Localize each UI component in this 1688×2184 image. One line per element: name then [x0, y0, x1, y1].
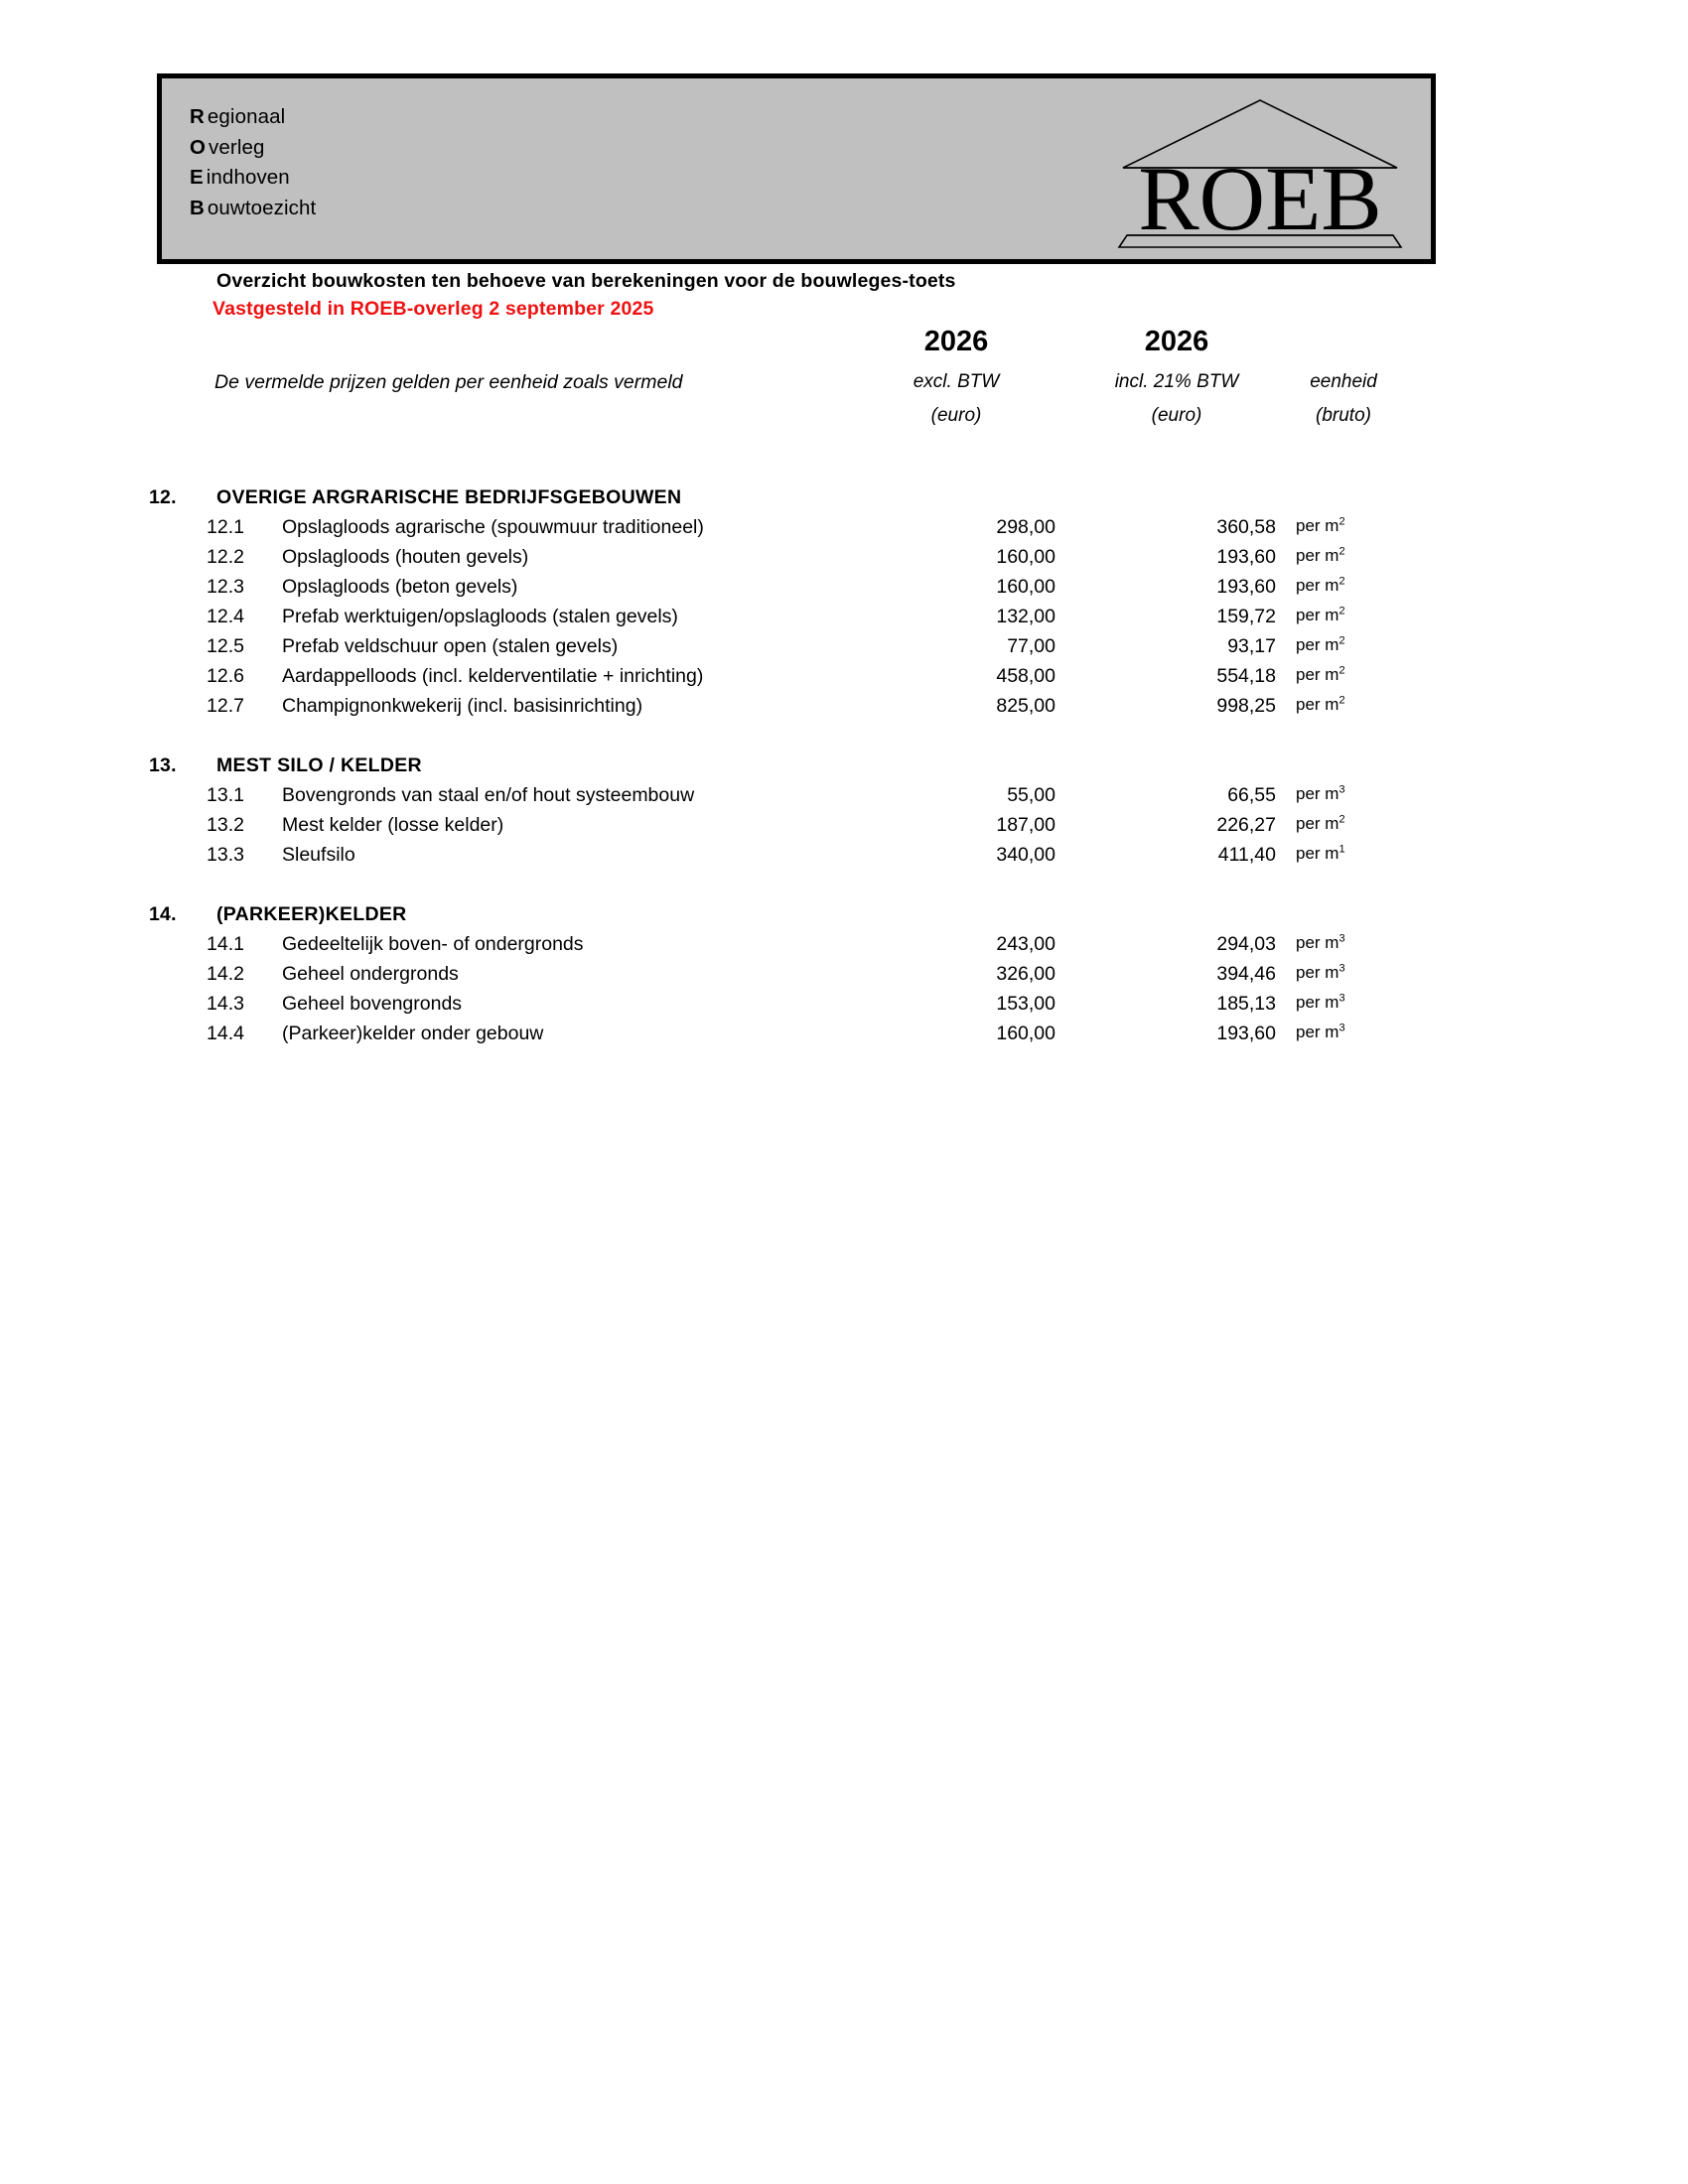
logo-wordmark: ROEB [1138, 148, 1382, 249]
row-number: 13.2 [207, 814, 244, 836]
row-number: 12.5 [207, 635, 244, 657]
row-unit-exponent: 2 [1338, 545, 1345, 558]
row-description: Bovengronds van staal en/of hout systeembouw [282, 784, 695, 806]
section-number: 13. [149, 754, 177, 776]
row-unit-exponent: 2 [1338, 515, 1345, 528]
row-price-incl-btw: 185,13 [1216, 993, 1276, 1015]
row-number: 12.1 [207, 516, 244, 538]
row-number: 14.4 [207, 1023, 244, 1044]
row-price-incl-btw: 193,60 [1216, 1023, 1276, 1044]
row-unit [1296, 814, 1415, 834]
row-unit-exponent: 1 [1338, 843, 1345, 856]
row-unit [1296, 933, 1415, 953]
row-description: Mest kelder (losse kelder) [282, 814, 504, 836]
row-number: 12.2 [207, 546, 244, 568]
column-header-year-incl: 2026 [1144, 326, 1209, 357]
column-header-year-excl: 2026 [923, 326, 989, 357]
row-unit-label: per m [1296, 993, 1339, 1012]
roeb-acronym-block [190, 102, 316, 223]
row-unit-label: per m [1296, 814, 1339, 833]
table-row [0, 665, 1688, 695]
table-row [0, 1023, 1688, 1052]
row-unit-label: per m [1296, 546, 1339, 565]
row-unit-exponent: 3 [1338, 962, 1345, 975]
section-header [0, 754, 1688, 784]
row-unit-exponent: 3 [1338, 992, 1345, 1005]
row-price-excl-btw: 243,00 [996, 933, 1055, 955]
row-description: Opslagloods (beton gevels) [282, 576, 518, 598]
row-unit-label: per m [1296, 963, 1339, 982]
section-title: (PARKEER)KELDER [216, 903, 407, 925]
row-price-excl-btw: 160,00 [996, 1023, 1055, 1044]
table-row [0, 933, 1688, 963]
section-number: 12. [149, 486, 177, 508]
section-header [0, 486, 1688, 516]
row-number: 14.3 [207, 993, 244, 1015]
letterhead-box [157, 73, 1436, 264]
row-unit-exponent: 2 [1338, 813, 1345, 826]
row-unit [1296, 546, 1415, 566]
row-price-incl-btw: 360,58 [1216, 516, 1276, 538]
table-row [0, 784, 1688, 814]
row-unit-label: per m [1296, 635, 1339, 654]
row-unit-label: per m [1296, 665, 1339, 684]
row-description: Geheel ondergronds [282, 963, 459, 985]
row-number: 14.1 [207, 933, 244, 955]
row-price-excl-btw: 153,00 [996, 993, 1055, 1015]
row-price-incl-btw: 193,60 [1216, 546, 1276, 568]
acronym-rest-overleg: verleg [209, 135, 265, 159]
row-unit [1296, 844, 1415, 864]
table-row [0, 844, 1688, 874]
column-header-excl-btw: excl. BTW [913, 371, 1000, 392]
row-description: (Parkeer)kelder onder gebouw [282, 1023, 544, 1044]
table-row [0, 695, 1688, 725]
row-unit [1296, 516, 1415, 536]
row-unit-exponent: 2 [1338, 605, 1345, 617]
row-number: 12.7 [207, 695, 244, 717]
acronym-initial-b: B [190, 196, 205, 219]
acronym-rest-regionaal: egionaal [207, 105, 286, 128]
table-section [0, 486, 1688, 725]
acronym-rest-bouwtoezicht: ouwtoezicht [207, 196, 317, 219]
row-description: Aardappelloods (incl. kelderventilatie + inrichting) [282, 665, 704, 687]
row-number: 12.3 [207, 576, 244, 598]
row-price-excl-btw: 187,00 [996, 814, 1055, 836]
row-description: Prefab veldschuur open (stalen gevels) [282, 635, 619, 657]
row-description: Opslagloods agrarische (spouwmuur traditioneel) [282, 516, 704, 538]
row-unit-exponent: 3 [1338, 932, 1345, 945]
acronym-initial-o: O [190, 135, 207, 159]
row-description: Prefab werktuigen/opslagloods (stalen gevels) [282, 606, 678, 627]
row-price-incl-btw: 411,40 [1217, 844, 1276, 866]
table-row [0, 814, 1688, 844]
row-price-excl-btw: 132,00 [996, 606, 1055, 627]
table-section [0, 754, 1688, 874]
row-unit-label: per m [1296, 933, 1339, 952]
table-row [0, 576, 1688, 606]
row-unit [1296, 606, 1415, 625]
row-unit-exponent: 2 [1338, 634, 1345, 647]
table-row [0, 963, 1688, 993]
row-price-excl-btw: 326,00 [996, 963, 1055, 985]
section-number: 14. [149, 903, 177, 925]
row-price-excl-btw: 55,00 [1007, 784, 1055, 806]
section-title: OVERIGE ARGRARISCHE BEDRIJFSGEBOUWEN [216, 486, 682, 508]
row-price-excl-btw: 160,00 [996, 546, 1055, 568]
row-unit-exponent: 2 [1338, 575, 1345, 588]
temple-icon [1117, 88, 1403, 255]
column-header-incl-euro: (euro) [1151, 405, 1202, 426]
acronym-initial-e: E [190, 166, 204, 189]
row-unit [1296, 993, 1415, 1013]
table-row [0, 546, 1688, 576]
row-price-incl-btw: 226,27 [1216, 814, 1276, 836]
row-price-incl-btw: 294,03 [1216, 933, 1276, 955]
section-title: MEST SILO / KELDER [216, 754, 422, 776]
row-unit-label: per m [1296, 576, 1339, 595]
lead-note: De vermelde prijzen gelden per eenheid zoals vermeld [214, 371, 683, 393]
column-header-incl-btw: incl. 21% BTW [1114, 371, 1239, 392]
acronym-line-eindhoven [190, 163, 316, 194]
acronym-rest-eindhoven: indhoven [206, 166, 290, 189]
row-unit-label: per m [1296, 844, 1339, 863]
row-unit [1296, 635, 1415, 655]
section-header [0, 903, 1688, 933]
table-row [0, 635, 1688, 665]
document-title: Overzicht bouwkosten ten behoeve van berekeningen voor de bouwleges-toets [216, 270, 956, 292]
document-subtitle: Vastgesteld in ROEB-overleg 2 september 2025 [212, 298, 654, 320]
column-header-eenheid-bruto: (bruto) [1316, 405, 1371, 426]
row-unit [1296, 576, 1415, 596]
row-unit-exponent: 3 [1338, 783, 1345, 796]
table-row [0, 606, 1688, 635]
acronym-line-bouwtoezicht [190, 194, 316, 224]
table-row [0, 516, 1688, 546]
row-price-incl-btw: 554,18 [1216, 665, 1276, 687]
row-number: 12.4 [207, 606, 244, 627]
row-price-excl-btw: 77,00 [1007, 635, 1055, 657]
row-unit-label: per m [1296, 1023, 1339, 1041]
row-price-incl-btw: 193,60 [1216, 576, 1276, 598]
row-unit-label: per m [1296, 784, 1339, 803]
row-price-incl-btw: 93,17 [1227, 635, 1276, 657]
row-price-excl-btw: 340,00 [996, 844, 1055, 866]
row-description: Gedeeltelijk boven- of ondergronds [282, 933, 584, 955]
roeb-temple-logo [1117, 88, 1403, 255]
row-description: Geheel bovengronds [282, 993, 463, 1015]
acronym-initial-r: R [190, 105, 205, 128]
column-header-excl-euro: (euro) [930, 405, 982, 426]
row-unit-label: per m [1296, 606, 1339, 624]
row-unit-label: per m [1296, 695, 1339, 714]
row-price-incl-btw: 159,72 [1216, 606, 1276, 627]
row-price-incl-btw: 394,46 [1216, 963, 1276, 985]
table-section [0, 903, 1688, 1052]
row-price-excl-btw: 825,00 [996, 695, 1055, 717]
row-unit [1296, 1023, 1415, 1042]
column-header-eenheid: eenheid [1310, 371, 1377, 392]
row-unit [1296, 963, 1415, 983]
row-number: 13.3 [207, 844, 244, 866]
row-price-incl-btw: 998,25 [1216, 695, 1276, 717]
row-unit-exponent: 2 [1338, 664, 1345, 677]
table-row [0, 993, 1688, 1023]
row-price-excl-btw: 160,00 [996, 576, 1055, 598]
row-unit-exponent: 3 [1338, 1022, 1345, 1034]
price-table [0, 486, 1688, 1052]
row-description: Champignonkwekerij (incl. basisinrichting) [282, 695, 643, 717]
row-unit [1296, 784, 1415, 804]
row-description: Sleufsilo [282, 844, 355, 866]
row-price-excl-btw: 298,00 [996, 516, 1055, 538]
row-unit-exponent: 2 [1338, 694, 1345, 707]
row-price-excl-btw: 458,00 [996, 665, 1055, 687]
row-number: 12.6 [207, 665, 244, 687]
row-number: 13.1 [207, 784, 244, 806]
row-unit-label: per m [1296, 516, 1339, 535]
row-description: Opslagloods (houten gevels) [282, 546, 529, 568]
row-unit [1296, 695, 1415, 715]
acronym-line-overleg [190, 133, 316, 164]
acronym-line-regionaal [190, 102, 316, 133]
row-number: 14.2 [207, 963, 244, 985]
row-unit [1296, 665, 1415, 685]
row-price-incl-btw: 66,55 [1227, 784, 1276, 806]
